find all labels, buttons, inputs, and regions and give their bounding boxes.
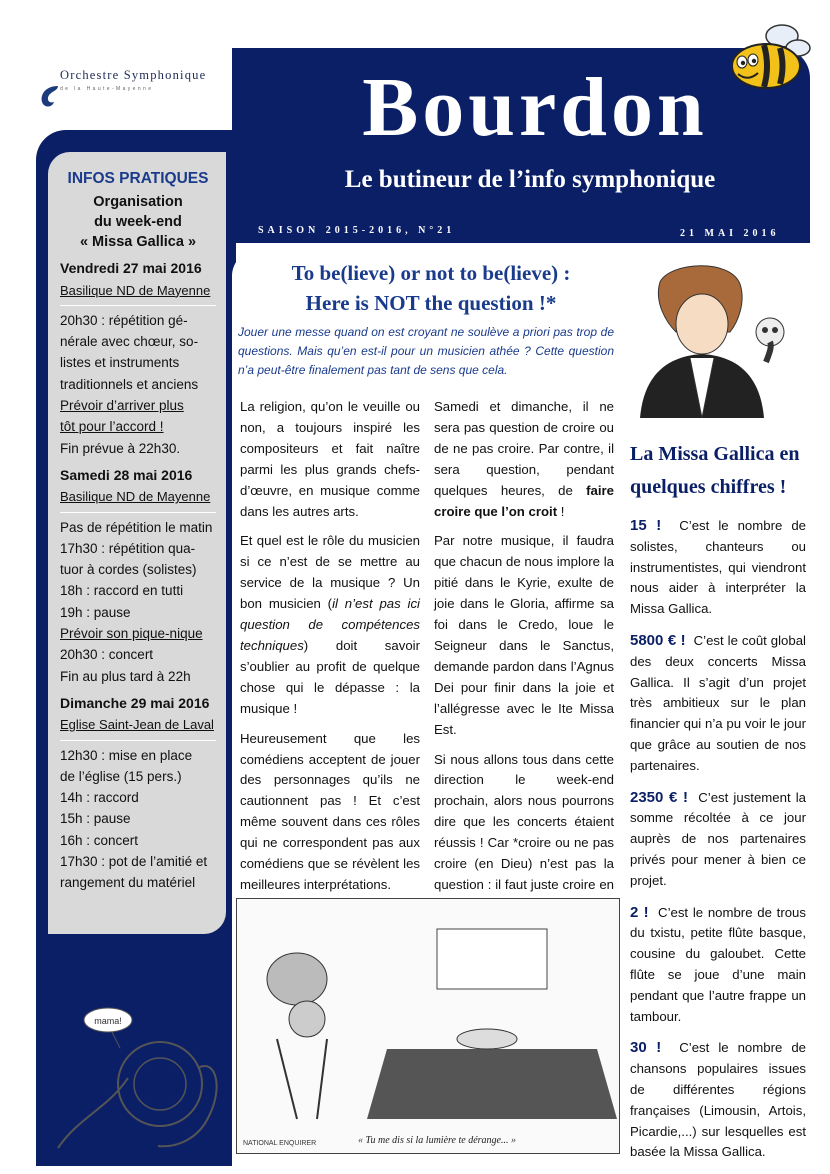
schedule-line: 14h : raccord [60,790,139,806]
schedule-line: listes et instruments [60,355,180,371]
logo-subtitle: de la Haute-Mayenne [60,86,154,92]
dessins-title: Les dessins [60,940,141,959]
schedule-line: 20h30 : concert [60,647,154,663]
schedule-line: 12h30 : mise en place [60,747,193,763]
schedule-place: Basilique ND de Mayenne [60,280,216,306]
cartoon-source: NATIONAL ENQUIRER [243,1140,317,1147]
logo-name: Orchestre Symphonique [60,68,207,82]
sidebar-subtitle: du week-end [94,214,182,231]
issue-date: 21 MAI 2016 [680,228,780,239]
chiffre-item: 2 ! C’est le nombre de trous du txistu, petite flûte basque, cousine du galoubet. Cette flûte se joue d’une main pendant que l’autre frappe un tambour. [630,903,806,1024]
article-paragraph: Heureusement que les comédiens acceptent de jouer des personnages qu’ils ne cautionnent pas ! Et c’est même souvent dans ces rôles qui ne correspondent pas aux comédiens que se révèlent les meilleures interprétations. [240,730,420,892]
article-title-line: To be(lieve) or not to be(lieve) : [291,261,571,285]
schedule-line: 19h : pause [60,604,131,620]
schedule-line: Prévoir son pique-nique [60,626,203,642]
schedule-line: Pas de répétition le matin [60,519,213,535]
dessins-subtitle: (spécial cuivres) [60,970,156,985]
schedule-place: Basilique ND de Mayenne [60,486,216,512]
article-paragraph: Par notre musique, il faudra que chacun de nous implore la pitié dans le Kyrie, exulte de joie dans le Gloria, affirme sa foi dans le Credo, loue le Seigneur dans le Sanctus, demande pardon dans l’Agnus Dei pour finir dans la joie et l’allégresse avec le Ite Missa Est. [434,533,614,737]
cartoon-caption: « Tu me dis si la lumière te dérange... » [358,1135,516,1146]
article-paragraph: Samedi et dimanche, il ne sera pas question de croire ou de ne pas croire. Par contre, il sera question, pendant quelques heures, de faire croire que l’on croit ! [434,399,614,519]
schedule-line: 15h : pause [60,811,131,827]
schedule-line: 18h : raccord en tutti [60,583,184,599]
orchestra-logo [38,62,238,110]
schedule-day: Samedi 28 mai 2016 [60,466,193,483]
sidebar-subtitle: « Missa Gallica » [79,234,197,251]
newsletter-tagline: Le butineur de l’info symphonique [344,166,716,193]
article-paragraph: Si nous allons tous dans cette direction le week-end prochain, alors nous pourrons dire que les concerts étaient réussis ! Car *croire ou ne pas croire (en Dieu) n’est pas la question : il faut juste croire en [434,751,614,892]
article-title-line: Here is NOT the question !* [305,291,557,315]
schedule-line: traditionnels et anciens [60,376,199,392]
schedule-day: Dimanche 29 mai 2016 [60,694,210,711]
schedule-day: Vendredi 27 mai 2016 [60,260,202,277]
horn-speech: mama! [94,1016,122,1026]
sidebar-subtitle: Organisation [93,194,183,211]
issue-number: SAISON 2015-2016, N°21 [258,225,456,236]
chiffres-title: La Missa Gallica en quelques chiffres ! [630,443,800,498]
schedule-line: de l’église (15 pers.) [60,768,182,784]
article-intro: Jouer une messe quand on est croyant ne soulève a priori pas trop de questions. Mais qu’en est-il pour un musicien athée ? Cette question n’a peut-être finalement pas tant de sens que cela. [238,325,614,377]
schedule-line: 20h30 : répétition gé- [60,312,188,328]
schedule-line: 16h : concert [60,832,139,848]
article-title [238,258,624,318]
schedule-line: nérale avec chœur, so- [60,334,199,350]
article-paragraph: La religion, qu’on le veuille ou non, a toujours inspiré les compositeurs et fait naître parmi les plus grands chefs-d’œuvre, en musique comme dans les autres arts. [240,399,420,519]
schedule-line: Fin prévue à 22h30. [60,440,181,456]
article-paragraph: Et quel est le rôle du musicien si ce n’est de se mettre au service de la musique ? Un bon musicien (il n’est pas ici question de compétences techniques) doit savoir s’oublier au profit de quelque chose qui le dépasse : la musique ! [240,533,420,716]
article-column-2 [434,397,614,947]
chiffres-list [630,516,806,1174]
schedule-line: Prévoir d’arriver plus [60,398,184,414]
infos-pratiques-box [48,152,226,934]
hamlet-illustration [620,262,810,418]
schedule-line: Fin au plus tard à 22h [60,668,191,684]
newsletter-title: Bourdon [362,61,708,154]
schedule-line: tôt pour l’accord ! [60,419,164,435]
bee-icon [724,18,814,98]
article-column-1 [240,397,420,905]
schedule-line: tuor à cordes (solistes) [60,562,197,578]
schedule-place: Eglise Saint-Jean de Laval [60,714,216,740]
chiffre-item: 30 ! C’est le nombre de chansons populaires issues de différentes régions françaises (Limousin, Artois, Picardie,...) sur lesquelles est basée la Missa Gallica. [630,1039,806,1160]
schedule-line: rangement du matériel [60,875,196,891]
cartoon-illustration [236,898,620,1154]
chiffre-item: 15 ! C’est le nombre de solistes, chanteurs ou instrumentistes, qui viendront nous aider à interpréter la Missa Gallica. [630,517,806,617]
chiffre-item: 2350 € ! C’est justement la somme récoltée à ce jour auprès de nos partenaires privés pour mener à bien ce projet. [630,788,806,888]
schedule-line: 17h30 : répétition qua- [60,540,196,556]
chiffre-item: 5800 € ! C’est le coût global des deux concerts Missa Gallica. Il s’agit d’un projet très ambitieux sur le plan financier qui n’a pu voir le jour que grâce au soutien de nos partenaires. [630,631,806,773]
sidebar-title: INFOS PRATIQUES [67,170,209,187]
schedule-line: 17h30 : pot de l’amitié et [60,854,208,870]
french-horn-drawing [48,998,226,1158]
